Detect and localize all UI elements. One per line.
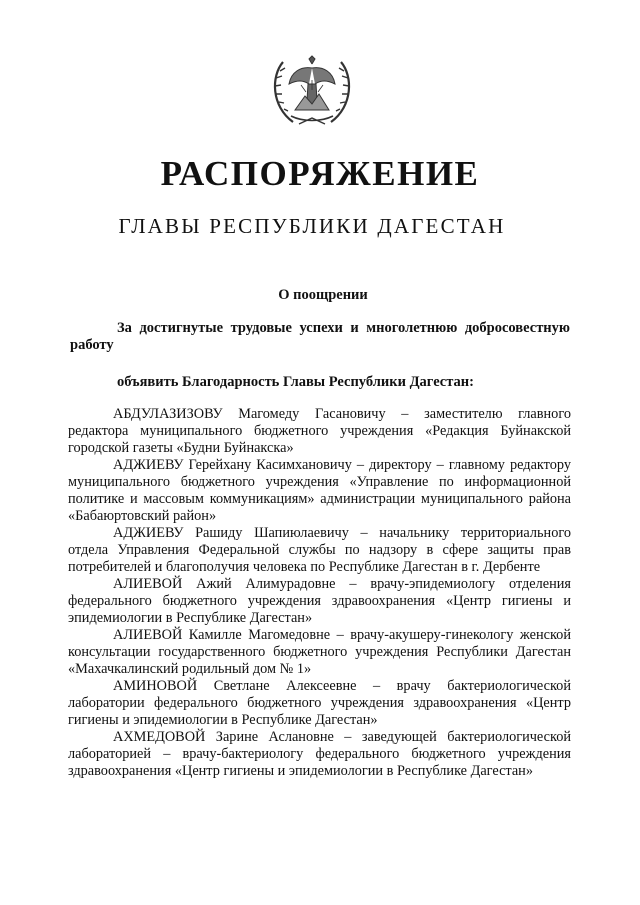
reason-paragraph: За достигнутые трудовые успехи и многолетнюю добросовестную работу	[70, 320, 570, 353]
recipient-paragraph: АДЖИЕВУ Герейхану Касимхановичу – директору – главному редактору муниципального бюджетного учреждения «Управление по информационной политике и массовым коммуникациям» администрации муниципального района «Бабаюртовский район»	[68, 457, 571, 524]
subject-title: О поощрении	[278, 287, 368, 303]
recipient-paragraph: АХМЕДОВОЙ Зарине Аслановне – заведующей бактериологической лабораторией – врачу-бактериологу федерального бюджетного учреждения здравоохранения «Центр гигиены и эпидемиологии в Республике Дагестан»	[68, 729, 571, 779]
document-type-heading: РАСПОРЯЖЕНИЕ	[160, 154, 480, 193]
coat-of-arms-icon	[263, 50, 361, 130]
recipient-paragraph: АЛИЕВОЙ Камилле Магомедовне – врачу-акушеру-гинекологу женской консультации государственного бюджетного учреждения Республики Дагестан «Махачкалинский родильный дом № 1»	[68, 627, 571, 677]
recipient-paragraph: АЛИЕВОЙ Ажий Алимурадовне – врачу-эпидемиологу отделения федерального бюджетного учреждения здравоохранения «Центр гигиены и эпидемиологии в Республике Дагестан»	[68, 576, 571, 626]
issuer-heading: ГЛАВЫ РЕСПУБЛИКИ ДАГЕСТАН	[118, 214, 506, 238]
recipient-paragraph: АБДУЛАЗИЗОВУ Магомеду Гасановичу – заместителю главного редактора муниципального бюджетного учреждения «Редакция Буйнакской городской газеты «Будни Буйнакска»	[68, 406, 571, 456]
recipients-list	[68, 406, 571, 780]
recipient-paragraph: АМИНОВОЙ Светлане Алексеевне – врачу бактериологической лаборатории федерального бюджетного учреждения здравоохранения «Центр гигиены и эпидемиологии в Республике Дагестан»	[68, 678, 571, 728]
recipient-paragraph: АДЖИЕВУ Рашиду Шапиюлаевичу – начальнику территориального отдела Управления Федеральной службы по надзору в сфере защиты прав потребителей и благополучия человека по Республике Дагестан в г. Дербенте	[68, 525, 571, 575]
decree-line: объявить Благодарность Главы Республики Дагестан:	[117, 374, 474, 390]
